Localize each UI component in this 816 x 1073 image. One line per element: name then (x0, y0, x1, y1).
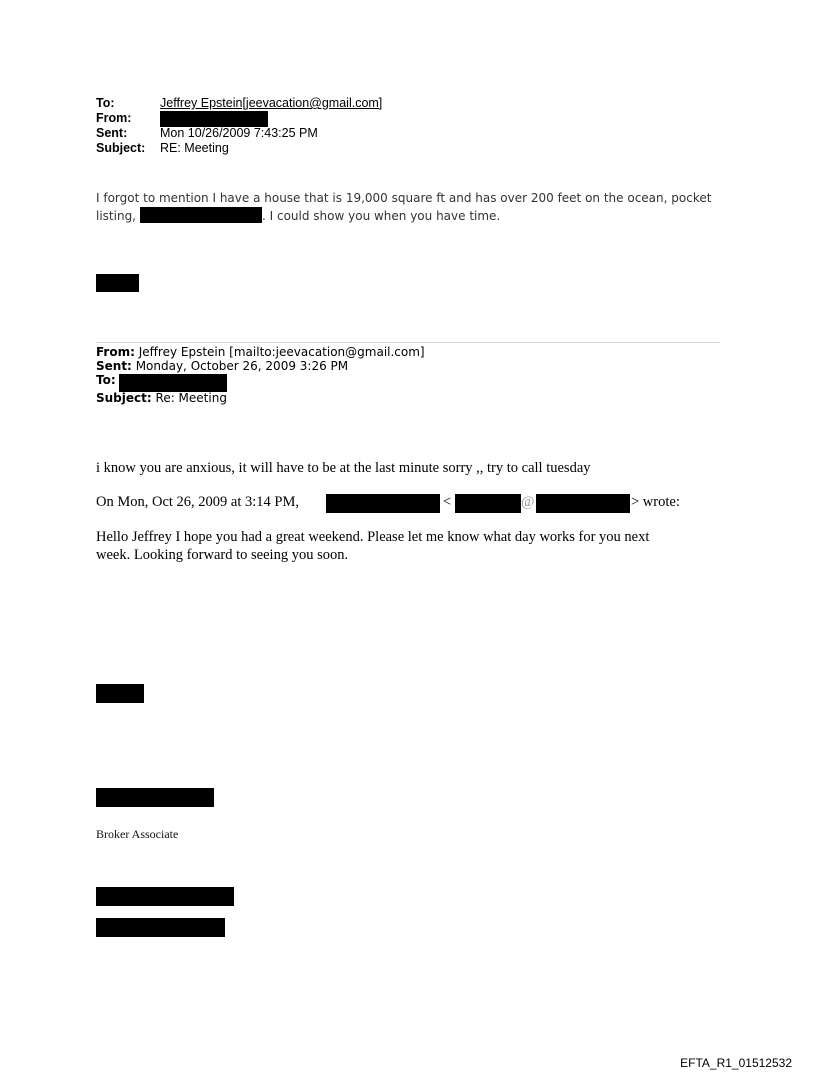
redaction-bar (119, 374, 227, 392)
fwd-to-row (96, 374, 116, 387)
fwd-sent-value: Monday, October 26, 2009 3:26 PM (135, 359, 349, 373)
reply-line-2-start: listing, (96, 209, 136, 223)
quoted-line-1: Hello Jeffrey I hope you had a great weekend. Please let me know what day works for you next (96, 529, 650, 545)
quote-intro: On Mon, Oct 26, 2009 at 3:14 PM, (96, 494, 299, 510)
at-sign: @ (521, 494, 535, 510)
reply-line-1: I forgot to mention I have a house that is 19,000 square ft and has over 200 feet on the ocean, pocket (96, 191, 712, 205)
fwd-sent-row (96, 360, 348, 373)
quoted-line-2: week. Looking forward to seeing you soon. (96, 547, 349, 563)
from-label: From: (96, 111, 132, 125)
sent-label: Sent: (96, 126, 128, 140)
message-line-1: i know you are anxious, it will have to be at the last minute sorry ,, try to call tuesday (96, 460, 591, 476)
subject-label: Subject: (96, 141, 146, 155)
fwd-from-row (96, 346, 425, 359)
fwd-to-label: To: (96, 373, 116, 387)
to-value: Jeffrey Epstein[jeevacation@gmail.com] (160, 96, 383, 110)
subject-value: RE: Meeting (160, 141, 229, 155)
redaction-bar (140, 207, 262, 223)
redaction-bar (96, 918, 225, 937)
redaction-bar (455, 494, 521, 513)
wrote-label: > wrote: (631, 494, 680, 510)
redaction-bar (96, 887, 234, 906)
redaction-bar (96, 788, 214, 807)
fwd-subject-value: Re: Meeting (155, 391, 227, 405)
fwd-subject-label: Subject: (96, 391, 152, 405)
to-label: To: (96, 96, 115, 110)
fwd-sent-label: Sent: (96, 359, 132, 373)
redaction-bar (96, 684, 144, 703)
sent-value: Mon 10/26/2009 7:43:25 PM (160, 126, 318, 140)
redaction-bar (536, 494, 630, 513)
redaction-bar (96, 274, 139, 292)
fwd-from-label: From: (96, 345, 135, 359)
lt-sign: < (443, 494, 452, 510)
signature-title: Broker Associate (96, 827, 179, 841)
fwd-subject-row (96, 392, 227, 405)
reply-line-2-end: . I could show you when you have time. (262, 209, 501, 223)
fwd-from-value: Jeffrey Epstein [mailto:jeevacation@gmail.com] (138, 345, 425, 359)
redaction-bar (326, 494, 440, 513)
reply-line-2 (96, 207, 500, 225)
redaction-bar (160, 111, 268, 127)
document-id: EFTA_R1_01512532 (680, 1056, 792, 1070)
divider (96, 342, 720, 343)
